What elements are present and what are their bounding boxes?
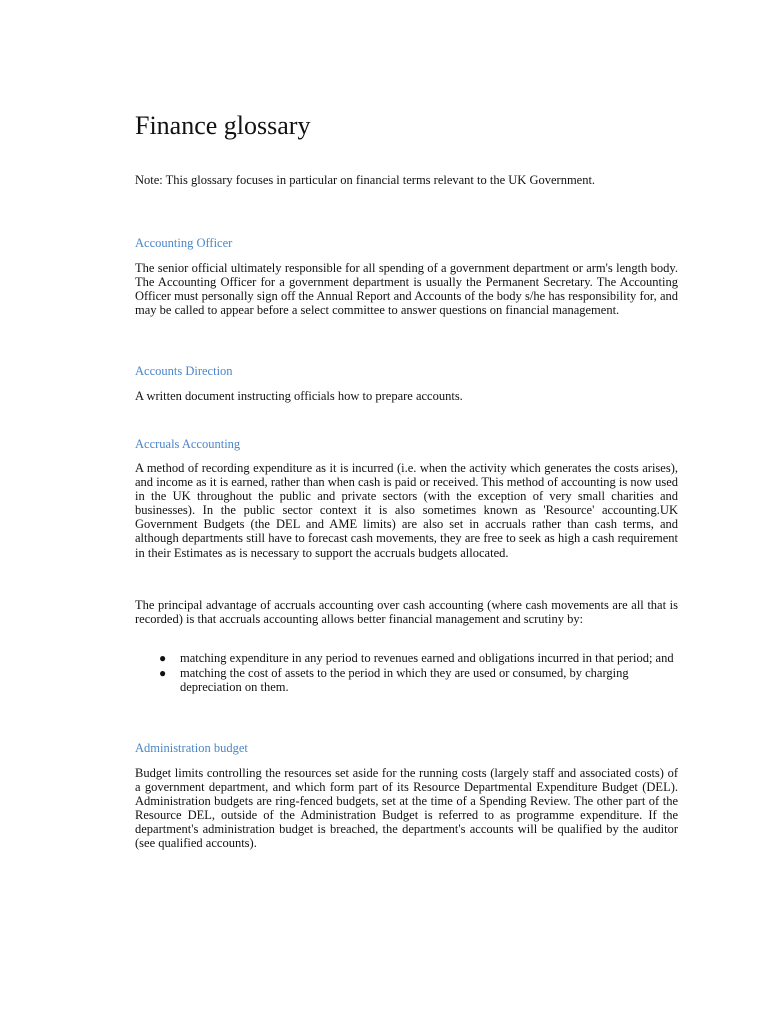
definition-accounts-direction: A written document instructing officials how to prepare accounts.: [135, 389, 463, 403]
definition-accounting-officer: The senior official ultimately responsible for all spending of a government department or arm's length body. The Accounting Officer for a government department is usually the Permanent Secretary. The Accounting Officer must personally sign off the Annual Report and Accounts of the body s/he has responsibility for, and may be called to appear before a select committee to answer questions on financial management.: [135, 261, 678, 318]
term-heading-accruals-accounting: Accruals Accounting: [135, 437, 241, 451]
list-item-text: matching expenditure in any period to revenues earned and obligations incurred in that period; and: [180, 651, 674, 665]
bullet-icon: ●: [159, 666, 167, 681]
document-title: Finance glossary: [135, 111, 311, 140]
definition-accruals-accounting: A method of recording expenditure as it is incurred (i.e. when the activity which generates the costs arises), and income as it is earned, rather than when cash is paid or received. This method of accounting is now used in the UK throughout the public and private sectors (with the exception of very small charities and businesses). In the public sector context it is also sometimes known as 'Resource' accounting.UK Government Budgets (the DEL and AME limits) are also set in accruals rather than cash terms, and although departments still have to forecast cash movements, they are free to seek as high a cash requirement in their Estimates as is necessary to support the accruals budgets allocated.: [135, 461, 678, 560]
list-item-text: matching the cost of assets to the period in which they are used or consumed, by charging depreciation on them.: [180, 666, 629, 695]
definition-administration-budget: Budget limits controlling the resources set aside for the running costs (largely staff and associated costs) of a government department, and which form part of its Resource Departmental Expenditure Budget (DEL). Administration budgets are ring-fenced budgets, set at the time of a Spending Review. The other part of the Resource DEL, outside of the Administration Budget is referred to as programme expenditure. If the department's administration budget is breached, the department's accounts will be qualified by the auditor (see qualified accounts).: [135, 766, 678, 851]
bullet-icon: ●: [159, 651, 167, 665]
list-item: [135, 651, 678, 665]
term-heading-administration-budget: Administration budget: [135, 741, 248, 755]
term-heading-accounting-officer: Accounting Officer: [135, 236, 233, 250]
definition-accruals-accounting-advantage: The principal advantage of accruals accounting over cash accounting (where cash movements are all that is recorded) is that accruals accounting allows better financial management and scrutiny by:: [135, 598, 678, 627]
term-heading-accounts-direction: Accounts Direction: [135, 364, 233, 378]
accruals-bullet-list: [135, 651, 678, 695]
glossary-note: Note: This glossary focuses in particular on financial terms relevant to the UK Government.: [135, 173, 596, 187]
list-item: [135, 666, 678, 694]
